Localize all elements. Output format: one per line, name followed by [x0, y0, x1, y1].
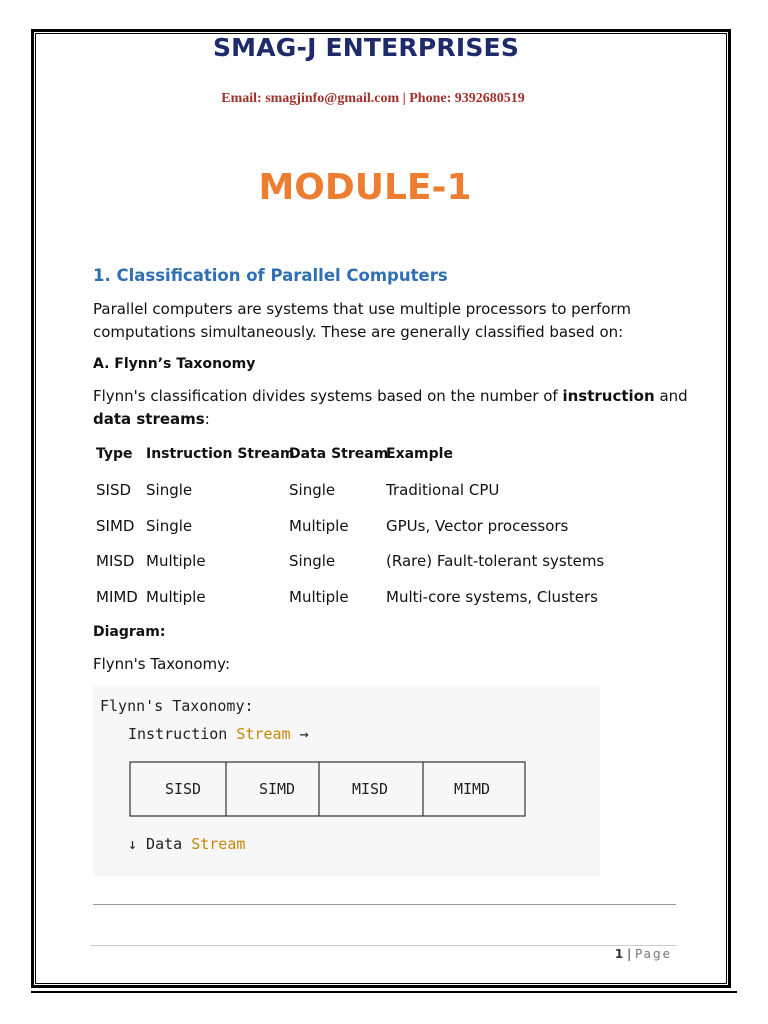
table-header-data: Data Stream — [289, 446, 389, 462]
page-footer — [0, 947, 672, 961]
diagram-label: Diagram: — [93, 624, 166, 640]
code-title-a: Flynn — [100, 697, 146, 715]
table-cell: Single — [289, 552, 336, 570]
table-cell: GPUs, Vector processors — [386, 517, 569, 535]
intro-line-1: Parallel computers are systems that use multiple processors to perform — [93, 300, 632, 318]
table-cell: Multiple — [146, 552, 206, 570]
flynn-bold-instruction: instruction — [562, 387, 655, 405]
table-cell: SISD — [96, 481, 132, 499]
table-cell: Single — [146, 481, 193, 499]
instruction-text: Instruction — [128, 725, 237, 743]
table-cell: (Rare) Fault-tolerant systems — [386, 552, 605, 570]
table-cell: Multiple — [289, 517, 349, 535]
flynn-text-2: and — [654, 387, 688, 405]
code-title — [100, 697, 254, 715]
table-cell: MIMD — [96, 588, 138, 606]
table-cell: Multiple — [289, 588, 349, 606]
table-cell: Multi-core systems, Clusters — [386, 588, 598, 606]
table-cell: Multiple — [146, 588, 206, 606]
table-cell: MISD — [96, 552, 135, 570]
contact-info: Email: smagjinfo@gmail.com | Phone: 9392680519 — [221, 91, 525, 106]
flynn-bold-data-streams: data streams — [93, 410, 205, 428]
page-label: Page — [634, 947, 672, 961]
table-cell: Single — [146, 517, 193, 535]
data-text: ↓ Data — [128, 835, 192, 853]
code-title-b: 's Taxonomy: — [145, 697, 254, 715]
footer-divider — [90, 945, 676, 946]
table-header-instruction: Instruction Stream — [146, 446, 295, 462]
table-cell: Single — [289, 481, 336, 499]
company-name: SMAG-J ENTERPRISES — [212, 33, 520, 62]
sub-heading: A. Flynn’s Taxonomy — [93, 356, 256, 372]
box-misd: MISD — [351, 780, 389, 798]
table-cell: SIMD — [96, 517, 135, 535]
right-arrow: → — [290, 725, 309, 743]
table-cell: Traditional CPU — [386, 481, 500, 499]
diagram-caption: Flynn's Taxonomy: — [93, 655, 230, 673]
box-sisd: SISD — [164, 780, 202, 798]
instruction-keyword: Stream — [236, 725, 291, 743]
page-separator: | — [623, 947, 635, 961]
table-header-type: Type — [96, 446, 133, 462]
flynn-paragraph-line-1 — [93, 385, 688, 408]
data-keyword: Stream — [191, 835, 246, 853]
flynn-paragraph-line-2 — [93, 408, 210, 431]
box-simd: SIMD — [258, 780, 296, 798]
code-data-line — [128, 835, 245, 853]
page-number: 1 — [614, 947, 624, 961]
intro-line-2: computations simultaneously. These are generally classified based on: — [93, 323, 624, 341]
section-heading: 1. Classification of Parallel Computers — [93, 266, 448, 285]
taxonomy-box-diagram — [127, 757, 529, 819]
module-title: MODULE-1 — [258, 167, 472, 208]
box-mimd: MIMD — [453, 780, 491, 798]
flynn-text-1: Flynn's classification divides systems based on the number of — [93, 387, 563, 405]
code-instruction-line — [128, 725, 309, 743]
table-header-example: Example — [386, 446, 453, 462]
flynn-text-3: : — [204, 410, 210, 428]
content-divider — [93, 904, 676, 905]
page-border-bottom — [31, 991, 737, 993]
